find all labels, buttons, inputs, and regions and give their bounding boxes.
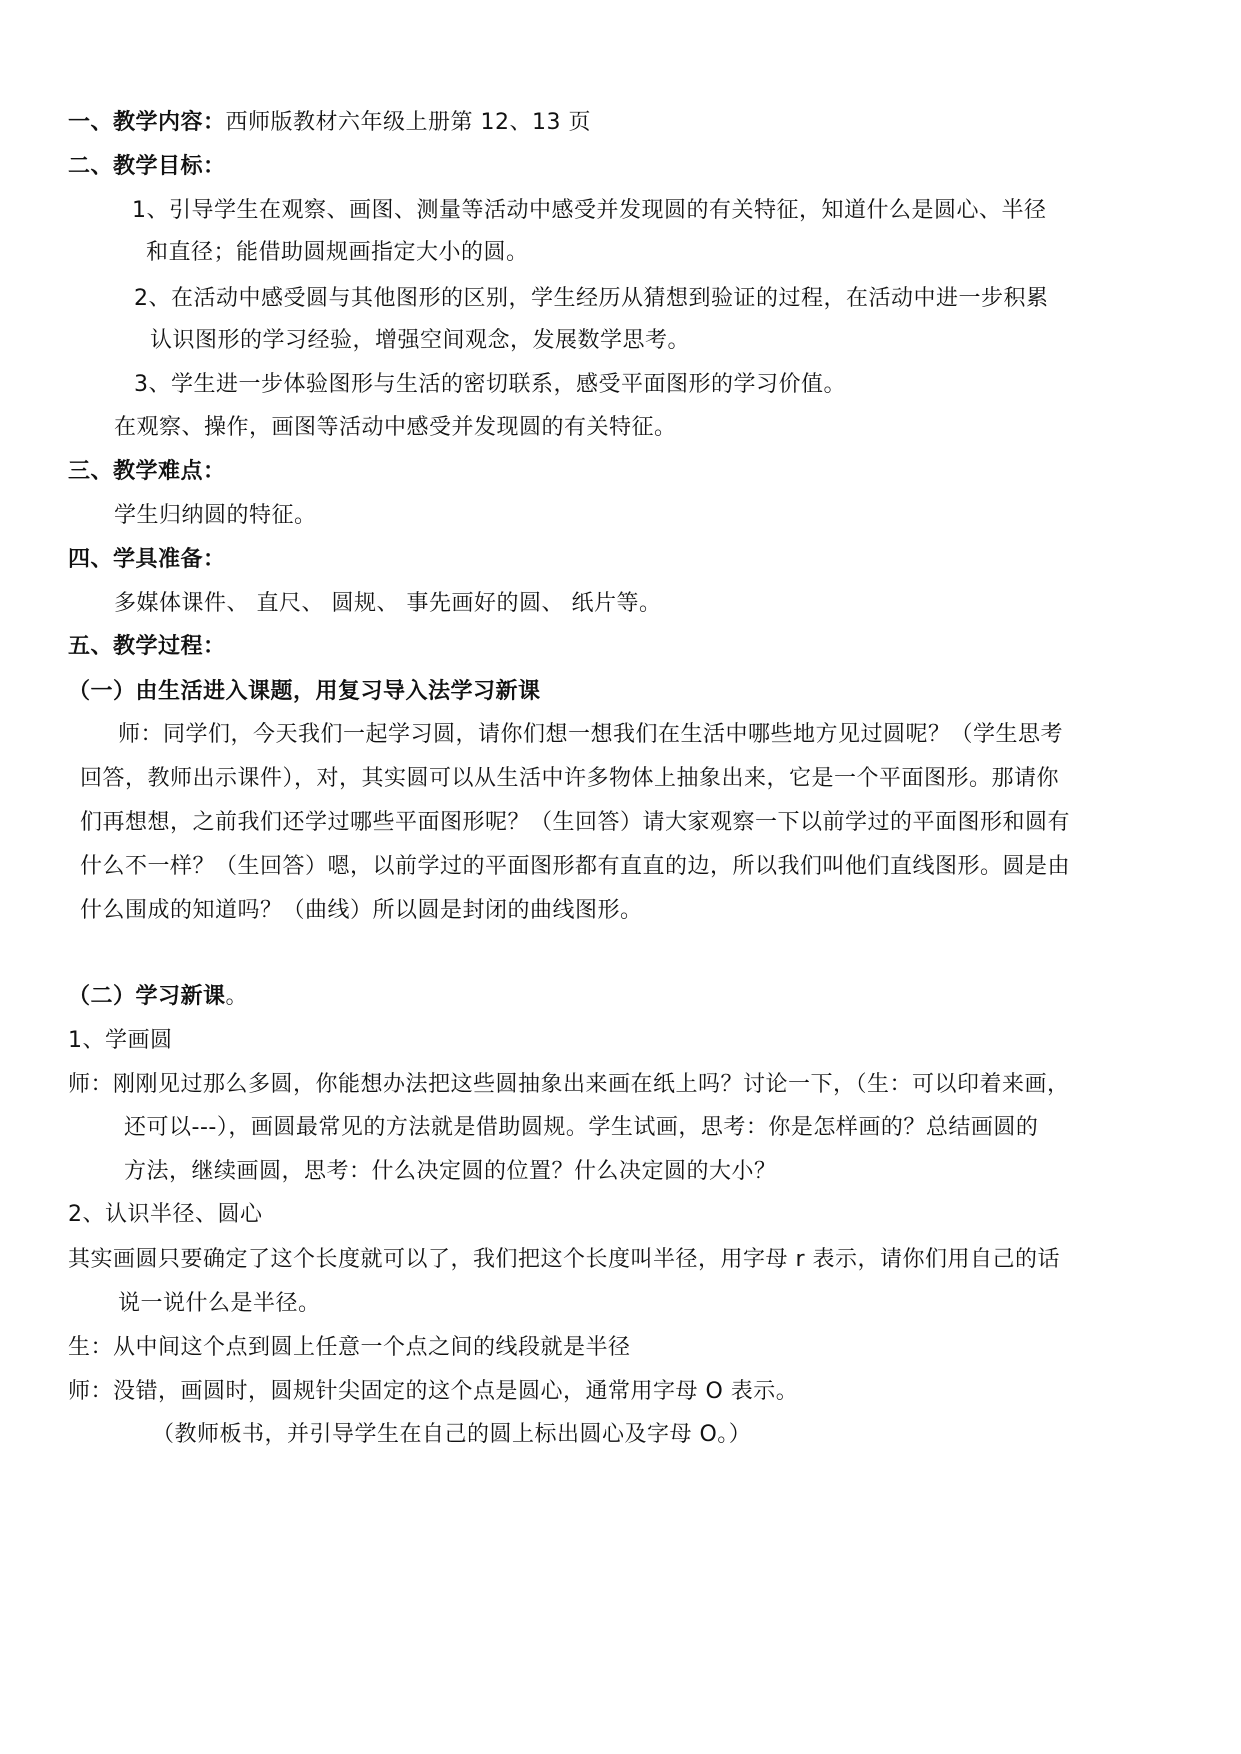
difficulty-text: 学生归纳圆的特征。 bbox=[114, 503, 317, 528]
part1-line-3: 们再想想，之前我们还学过哪些平面图形呢？（生回答）请大家观察一下以前学过的平面图形和圆有 bbox=[80, 810, 1071, 835]
part2-heading: （二）学习新课 bbox=[68, 984, 226, 1009]
board-note-line: （教师板书，并引导学生在自己的圆上标出圆心及字母 O。） bbox=[152, 1422, 752, 1447]
key-point-line: 在观察、操作，画图等活动中感受并发现圆的有关特征。 bbox=[114, 415, 677, 440]
goal-item-2-line-1: 2、在活动中感受圆与其他图形的区别，学生经历从猜想到验证的过程，在活动中进一步积累 bbox=[134, 286, 1049, 311]
teaching-goals-heading: 二、教学目标： bbox=[68, 154, 226, 179]
tools-heading: 四、学具准备： bbox=[68, 547, 226, 572]
teaching-content-line bbox=[68, 108, 591, 138]
step1-line-3: 方法，继续画圆，思考：什么决定圆的位置？什么决定圆的大小？ bbox=[124, 1159, 777, 1184]
part1-line-5: 什么围成的知道吗？（曲线）所以圆是封闭的曲线图形。 bbox=[80, 898, 643, 923]
part1-line-4: 什么不一样？（生回答）嗯，以前学过的平面图形都有直直的边，所以我们叫他们直线图形。圆是由 bbox=[80, 854, 1071, 879]
student-answer-line: 生：从中间这个点到圆上任意一个点之间的线段就是半径 bbox=[68, 1335, 631, 1360]
tools-text: 多媒体课件、 直尺、 圆规、 事先画好的圆、 纸片等。 bbox=[114, 591, 662, 616]
teacher-line: 师：没错，画圆时，圆规针尖固定的这个点是圆心，通常用字母 O 表示。 bbox=[68, 1379, 799, 1404]
goal-item-2-line-2: 认识图形的学习经验，增强空间观念，发展数学思考。 bbox=[150, 328, 691, 353]
teaching-content-text: 西师版教材六年级上册第 12、13 页 bbox=[225, 110, 591, 135]
step2-line-1: 其实画圆只要确定了这个长度就可以了，我们把这个长度叫半径，用字母 r 表示，请你们用自己的话 bbox=[68, 1247, 1061, 1272]
teaching-content-heading: 一、教学内容： bbox=[68, 110, 226, 135]
part1-heading: （一）由生活进入课题，用复习导入法学习新课 bbox=[68, 679, 541, 704]
part1-line-2: 回答，教师出示课件），对，其实圆可以从生活中许多物体上抽象出来，它是一个平面图形。那请你 bbox=[80, 766, 1060, 791]
part2-heading-suffix: 。 bbox=[225, 984, 249, 1009]
difficulty-heading: 三、教学难点： bbox=[68, 459, 226, 484]
step1-title: 1、学画圆 bbox=[68, 1028, 173, 1053]
step2-line-2: 说一说什么是半径。 bbox=[118, 1291, 321, 1316]
goal-item-1-line-2: 和直径；能借助圆规画指定大小的圆。 bbox=[146, 240, 529, 265]
part2-heading-line bbox=[68, 982, 248, 1012]
part1-line-1: 师：同学们，今天我们一起学习圆，请你们想一想我们在生活中哪些地方见过圆呢？（学生思考 bbox=[118, 722, 1064, 747]
goal-item-3: 3、学生进一步体验图形与生活的密切联系，感受平面图形的学习价值。 bbox=[134, 372, 846, 397]
step1-line-2: 还可以---），画圆最常见的方法就是借助圆规。学生试画，思考：你是怎样画的？总结画圆的 bbox=[124, 1115, 1039, 1140]
step2-title: 2、认识半径、圆心 bbox=[68, 1202, 263, 1227]
step1-line-1: 师：刚刚见过那么多圆，你能想办法把这些圆抽象出来画在纸上吗？讨论一下，（生：可以印着来画， bbox=[68, 1072, 1070, 1097]
process-heading: 五、教学过程： bbox=[68, 634, 226, 659]
goal-item-1-line-1: 1、引导学生在观察、画图、测量等活动中感受并发现圆的有关特征，知道什么是圆心、半径 bbox=[132, 198, 1047, 223]
